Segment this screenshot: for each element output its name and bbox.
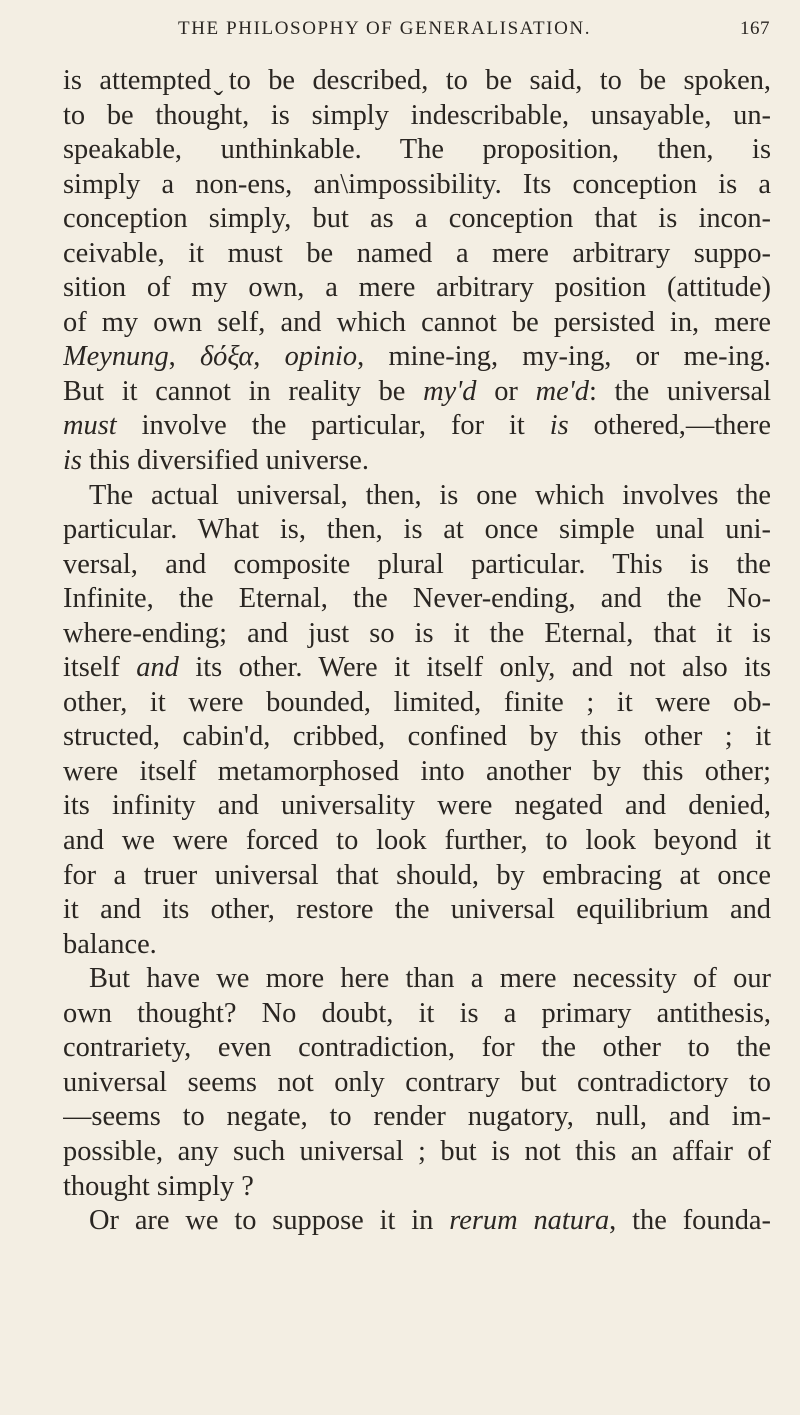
text-line (63, 755, 771, 790)
text-run: and we were forced to look further, to look beyond it (63, 825, 771, 857)
italic-text: must (63, 410, 117, 442)
text-line (63, 168, 771, 203)
text-run: this diversified universe. (81, 445, 369, 477)
text-line (63, 202, 771, 237)
text-run: itself (63, 652, 137, 684)
text-run: othered,—there (568, 410, 771, 442)
text-run: : the universal (588, 375, 771, 407)
text-line (63, 1066, 771, 1101)
text-run: , mine-ing, my-ing, or me-ing. (357, 341, 771, 373)
text-line (63, 720, 771, 755)
text-run: —seems to negate, to render nugatory, null, and im- (63, 1101, 771, 1133)
text-run: balance. (63, 928, 157, 960)
page-number: 167 (740, 18, 770, 39)
text-line (63, 1135, 771, 1170)
text-line (63, 1170, 771, 1205)
text-run: its other. Were it itself only, and not also its (178, 652, 771, 684)
text-run: speakable, unthinkable. The proposition, then, is (63, 134, 771, 166)
text-run: structed, cabin'd, cribbed, confined by this other ; it (63, 721, 771, 753)
text-line (63, 1100, 771, 1135)
text-line (63, 997, 771, 1032)
text-run: were itself metamorphosed into another by this other; (63, 755, 771, 787)
text-line (63, 133, 771, 168)
text-run: But it cannot in reality be (63, 375, 424, 407)
text-run: its infinity and universality were negated and denied, (63, 790, 771, 822)
italic-text: rerum natura (449, 1205, 610, 1237)
running-head (100, 14, 770, 44)
text-line (63, 548, 771, 583)
body-text (63, 64, 771, 1239)
text-run: , (168, 341, 200, 373)
text-run: where-ending; and just so is it the Eternal, that it is (63, 617, 771, 649)
text-run: universal seems not only contrary but contradictory to (63, 1066, 771, 1098)
text-line (63, 64, 771, 99)
text-line (63, 513, 771, 548)
text-run: or (476, 375, 536, 407)
italic-text: δόξα (199, 341, 254, 373)
text-line (63, 824, 771, 859)
text-run: own thought? No doubt, it is a primary antithesis, (63, 997, 771, 1029)
text-run: versal, and composite plural particular. This is the (63, 548, 771, 580)
text-line (63, 582, 771, 617)
text-run: The actual universal, then, is one which involves the (89, 479, 771, 511)
italic-text: is (549, 410, 569, 442)
text-line (63, 651, 771, 686)
text-run: Or are we to suppose it in (89, 1205, 450, 1237)
italic-text: my'd (423, 375, 477, 407)
text-line (63, 375, 771, 410)
text-line (63, 99, 771, 134)
text-line (63, 271, 771, 306)
italic-text: is (63, 445, 82, 477)
text-run: contrariety, even contradiction, for the other to the (63, 1032, 771, 1064)
text-line (63, 928, 771, 963)
text-run: is attempted ̬to be described, to be said, to be spoken, (63, 65, 771, 96)
text-line (63, 859, 771, 894)
text-run: for a truer universal that should, by embracing at once (63, 859, 771, 891)
text-run: , (253, 341, 285, 373)
text-run: ceivable, it must be named a mere arbitrary suppo- (63, 237, 771, 269)
text-run: , the founda- (609, 1205, 771, 1237)
running-title: THE PHILOSOPHY OF GENERALISATION. (178, 18, 592, 39)
text-run: of my own self, and which cannot be persisted in, mere (63, 306, 771, 338)
text-run: conception simply, but as a conception that is incon- (63, 203, 771, 235)
text-run: other, it were bounded, limited, finite ; it were ob- (63, 686, 771, 718)
text-run: simply a non-ens, an\impossibility. Its conception is a (63, 168, 771, 200)
text-line (63, 479, 771, 514)
text-line (63, 444, 771, 479)
text-line (63, 1031, 771, 1066)
text-run: sition of my own, a mere arbitrary position (attitude) (63, 272, 771, 304)
text-line (63, 237, 771, 272)
text-line (63, 686, 771, 721)
text-run: Infinite, the Eternal, the Never-ending, and the No- (63, 583, 771, 615)
italic-text: opinio (284, 341, 358, 373)
text-run: particular. What is, then, is at once simple unal uni- (63, 514, 771, 546)
text-line (63, 617, 771, 652)
text-run: involve the particular, for it (116, 410, 550, 442)
text-line (63, 962, 771, 997)
text-line (63, 893, 771, 928)
italic-text: me'd (535, 375, 589, 407)
text-run: it and its other, restore the universal equilibrium and (63, 894, 771, 926)
text-run: possible, any such universal ; but is not this an affair of (63, 1135, 771, 1167)
text-run: to be thought, is simply indescribable, unsayable, un- (63, 99, 771, 131)
text-line (63, 306, 771, 341)
text-line (63, 409, 771, 444)
text-line (63, 789, 771, 824)
text-run: thought simply ? (63, 1170, 254, 1202)
text-line (63, 1204, 771, 1239)
text-line (63, 340, 771, 375)
italic-text: Meynung (63, 341, 169, 373)
italic-text: and (136, 652, 179, 684)
text-run: But have we more here than a mere necessity of our (89, 963, 771, 995)
